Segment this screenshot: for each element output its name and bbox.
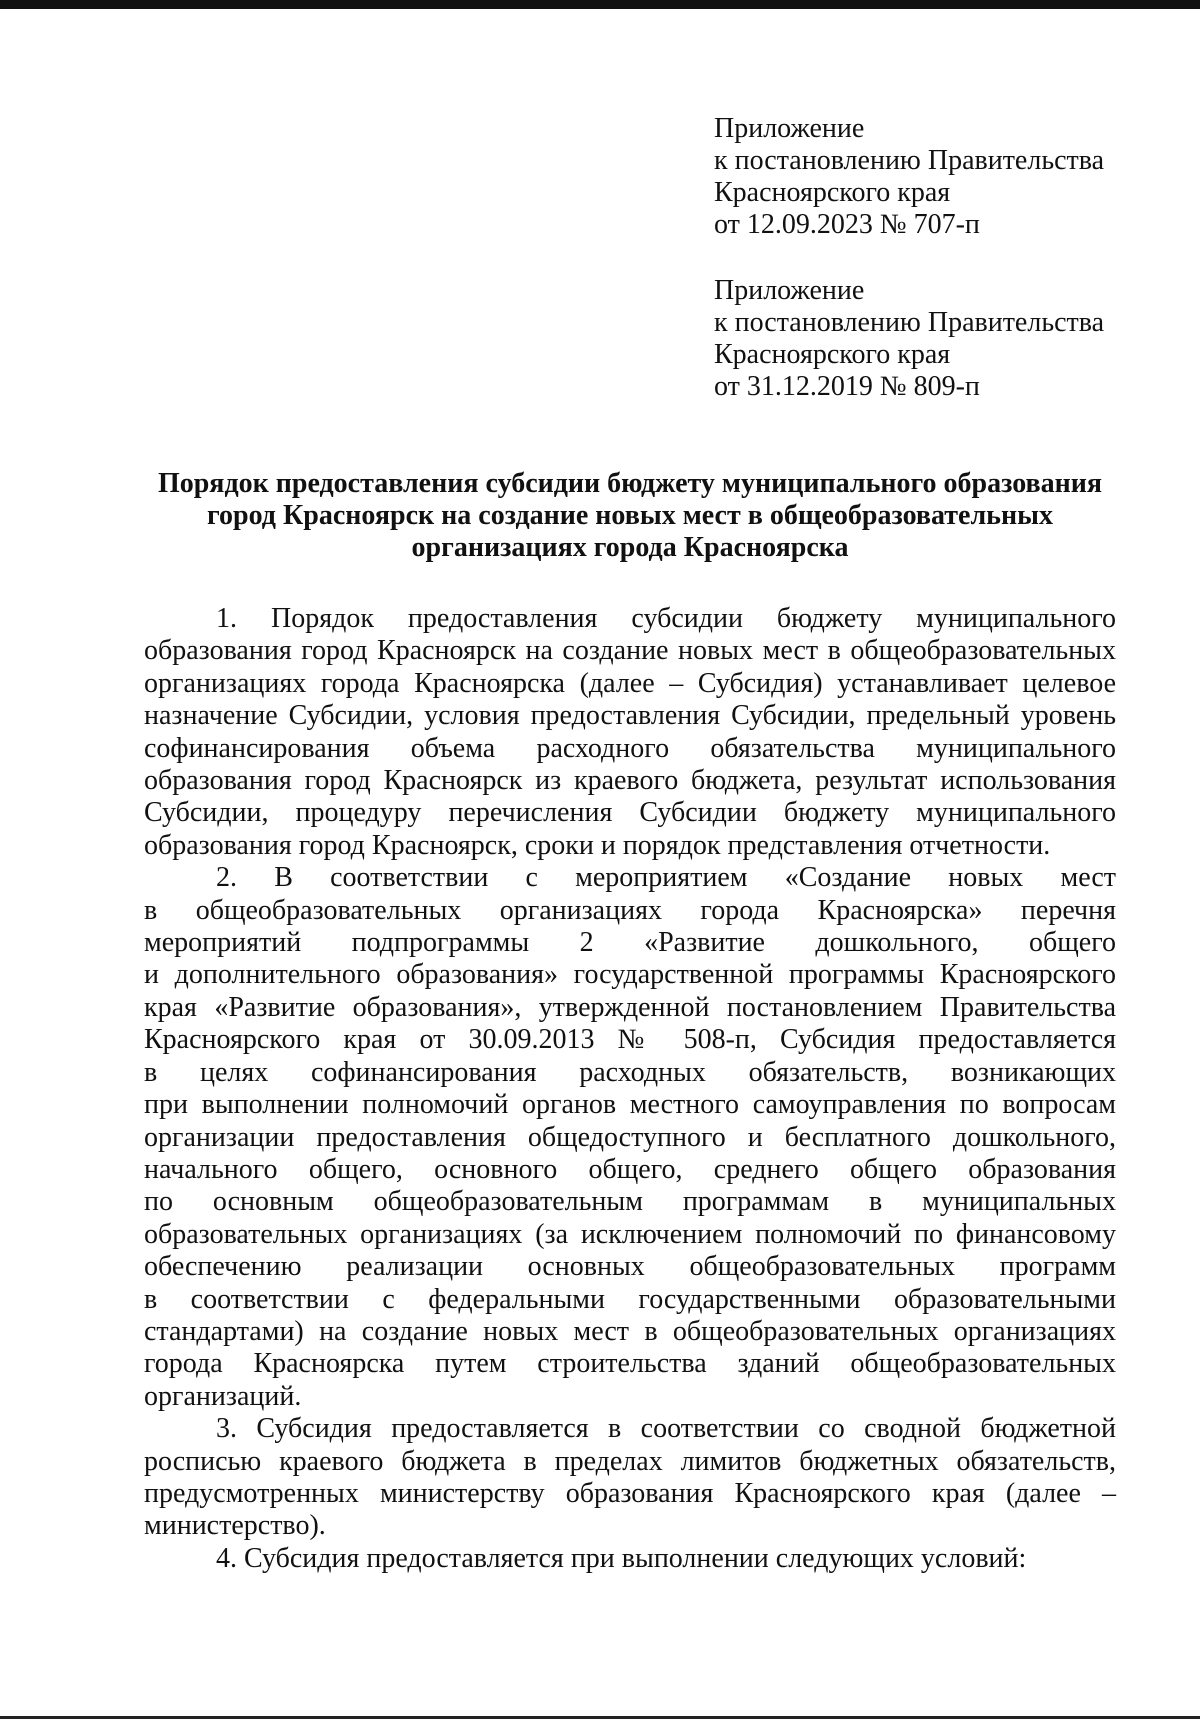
- paragraph-line: 1. Порядок предоставления субсидии бюджету муниципального: [216, 603, 1116, 634]
- paragraph-line: образования город Красноярск на создание новых мест в общеобразовательных: [144, 635, 1116, 667]
- appendix-line: Красноярского края: [714, 177, 951, 208]
- appendix-line: от 31.12.2019 № 809-п: [714, 371, 980, 402]
- paragraph-4: [144, 1543, 1116, 1575]
- paragraph-line: назначение Субсидии, условия предоставления Субсидии, предельный уровень: [144, 700, 1116, 732]
- paragraph-line: по основным общеобразовательным программам в муниципальных: [144, 1186, 1116, 1218]
- appendix-note-original: [714, 275, 1154, 403]
- paragraph-line: софинансирования объема расходного обязательства муниципального: [144, 732, 1116, 764]
- appendix-line: от 12.09.2023 № 707-п: [714, 209, 980, 240]
- paragraph-line: образовательных организациях (за исключением полномочий по финансовому: [144, 1218, 1116, 1250]
- paragraph-3: [144, 1413, 1116, 1543]
- appendix-line: к постановлению Правительства: [714, 145, 1105, 176]
- paragraph-line: 4. Субсидия предоставляется при выполнении следующих условий:: [216, 1542, 1027, 1574]
- paragraph-line: Субсидии, процедуру перечисления Субсидии бюджету муниципального: [144, 797, 1116, 829]
- paragraph-line: и дополнительного образования» государственной программы Красноярского: [144, 959, 1116, 991]
- paragraph-line: 2. В соответствии с мероприятием «Создание новых мест: [216, 862, 1116, 894]
- appendix-line: Красноярского края: [714, 339, 951, 370]
- paragraph-line: при выполнении полномочий органов местного самоуправления по вопросам: [144, 1089, 1116, 1121]
- appendix-line: Приложение: [714, 113, 865, 144]
- paragraph-line: в соответствии с федеральными государственными образовательными: [144, 1283, 1116, 1315]
- paragraph-line: начального общего, основного общего, среднего общего образования: [144, 1153, 1116, 1185]
- paragraph-line: росписью краевого бюджета в пределах лимитов бюджетных обязательств,: [144, 1445, 1116, 1477]
- title-line: организациях города Красноярска: [411, 532, 849, 563]
- paragraph-line: Красноярского края от 30.09.2013 № 508-п, Субсидия предоставляется: [144, 1024, 1116, 1056]
- paragraph-line: предусмотренных министерству образования Красноярского края (далее –: [144, 1477, 1116, 1509]
- paragraph-line: образования город Красноярск из краевого бюджета, результат использования: [144, 765, 1116, 797]
- paragraph-line: в общеобразовательных организациях города Красноярска» перечня: [144, 894, 1116, 926]
- appendix-line: к постановлению Правительства: [714, 307, 1105, 338]
- paragraph-line: организации предоставления общедоступного и бесплатного дошкольного,: [144, 1121, 1116, 1153]
- document-body: [144, 603, 1116, 1575]
- appendix-note-current: [714, 113, 1154, 241]
- paragraph-2: [144, 862, 1116, 1413]
- paragraph-line: в целях софинансирования расходных обязательств, возникающих: [144, 1056, 1116, 1088]
- paragraph-line: организаций.: [144, 1380, 302, 1412]
- paragraph-line: стандартами) на создание новых мест в общеобразовательных организациях: [144, 1315, 1116, 1347]
- title-line: Порядок предоставления субсидии бюджету муниципального образования: [157, 468, 1103, 499]
- paragraph-line: образования город Красноярск, сроки и порядок представления отчетности.: [144, 829, 1051, 861]
- paragraph-line: обеспечению реализации основных общеобразовательных программ: [144, 1251, 1116, 1283]
- scan-top-edge: [0, 0, 1200, 9]
- paragraph-line: мероприятий подпрограммы 2 «Развитие дошкольного, общего: [144, 927, 1116, 959]
- paragraph-line: города Красноярска путем строительства зданий общеобразовательных: [144, 1348, 1116, 1380]
- paragraph-line: организациях города Красноярска (далее – Субсидия) устанавливает целевое: [144, 667, 1116, 699]
- paragraph-line: министерство).: [144, 1510, 326, 1542]
- paragraph-line: края «Развитие образования», утвержденной постановлением Правительства: [144, 991, 1116, 1023]
- paragraph-line: 3. Субсидия предоставляется в соответствии со сводной бюджетной: [216, 1413, 1116, 1445]
- document-title: [140, 468, 1120, 564]
- paragraph-1: [144, 603, 1116, 862]
- title-line: город Красноярск на создание новых мест в общеобразовательных: [207, 500, 1053, 531]
- appendix-line: Приложение: [714, 275, 865, 306]
